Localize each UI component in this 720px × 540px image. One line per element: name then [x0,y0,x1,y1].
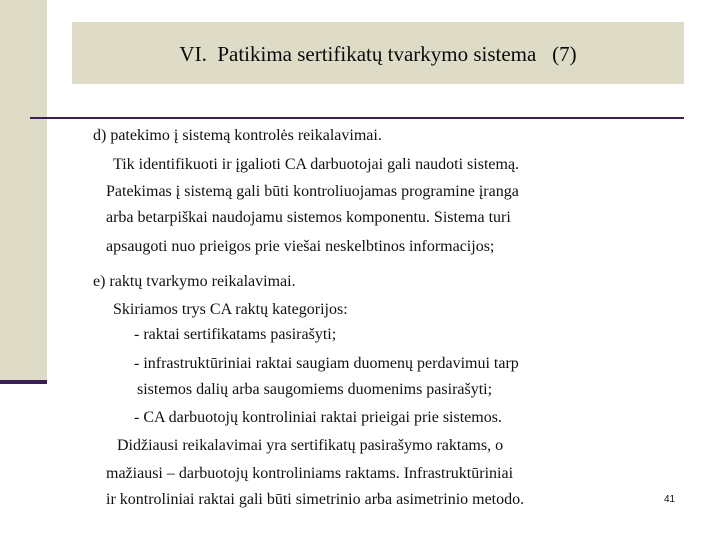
body-line: mažiausi – darbuotojų kontroliniams raktams. Infrastruktūriniai [106,465,514,482]
body-line: Didžiausi reikalavimai yra sertifikatų pasirašymo raktams, o [117,437,504,454]
body-line: Tik identifikuoti ir įgalioti CA darbuotojai gali naudoti sistemą. [113,156,520,173]
body-line: Patekimas į sistemą gali būti kontroliuojamas programine įranga [106,183,519,200]
title-box [72,22,684,84]
left-accent-bar-edge [0,380,47,384]
page-number: 41 [664,494,676,505]
body-line-d-heading: d) patekimo į sistemą kontrolės reikalavimai. [93,127,382,144]
left-accent-bar [0,0,47,384]
list-item: - raktai sertifikatams pasirašyti; [134,326,337,343]
list-item-continuation: sistemos dalių arba saugomiems duomenims pasirašyti; [137,381,493,398]
body-line-e-heading: e) raktų tvarkymo reikalavimai. [93,273,296,290]
title-divider [30,117,684,119]
body-line: Skiriamos trys CA raktų kategorijos: [113,301,348,318]
body-line: ir kontroliniai raktai gali būti simetrinio arba asimetrinio metodo. [106,491,525,508]
body-line: arba betarpiškai naudojamu sistemos komponentu. Sistema turi [106,209,511,226]
list-item: - CA darbuotojų kontroliniai raktai prieigai prie sistemos. [134,409,502,426]
slide-title: VI. Patikima sertifikatų tvarkymo sistema (7) [179,42,577,66]
list-item: - infrastruktūriniai raktai saugiam duomenų perdavimui tarp [134,355,519,372]
body-line: apsaugoti nuo prieigos prie viešai neskelbtinos informacijos; [106,238,495,255]
